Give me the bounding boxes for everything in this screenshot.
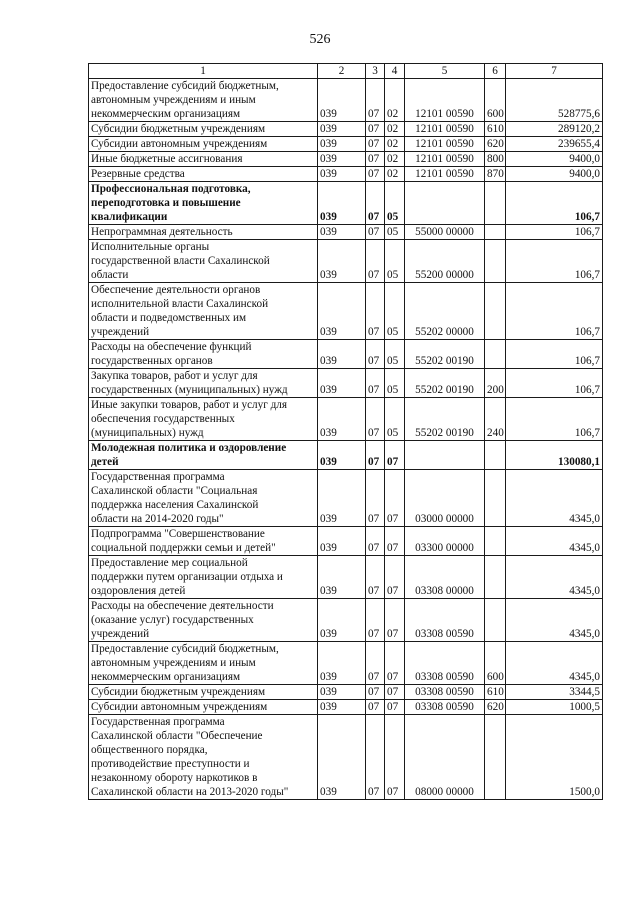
ministry-code-cell: 039 (318, 685, 366, 700)
expense-type-cell (485, 715, 506, 800)
table-row (89, 283, 603, 340)
amount-cell: 4345,0 (506, 556, 603, 599)
target-article-cell: 12101 00590 (405, 137, 485, 152)
table-row (89, 599, 603, 642)
amount-cell: 106,7 (506, 369, 603, 398)
item-name-cell: Предоставление субсидий бюджетным, автономным учреждениям и иным некоммерческим организациям (89, 642, 318, 685)
expense-type-cell: 620 (485, 700, 506, 715)
amount-cell: 1500,0 (506, 715, 603, 800)
expense-type-cell: 600 (485, 79, 506, 122)
target-article-cell: 08000 00000 (405, 715, 485, 800)
expense-type-cell: 240 (485, 398, 506, 441)
target-article-cell: 55202 00190 (405, 340, 485, 369)
amount-cell: 289120,2 (506, 122, 603, 137)
amount-cell: 239655,4 (506, 137, 603, 152)
item-name-cell: Подпрограмма "Совершенствование социальной поддержки семьи и детей" (89, 527, 318, 556)
amount-cell: 4345,0 (506, 599, 603, 642)
subsection-code-cell: 05 (385, 225, 405, 240)
item-name-cell: Профессиональная подготовка, переподготовка и повышение квалификации (89, 182, 318, 225)
target-article-cell: 03308 00590 (405, 700, 485, 715)
column-number-4: 4 (385, 64, 405, 79)
ministry-code-cell: 039 (318, 240, 366, 283)
table-row (89, 340, 603, 369)
expense-type-cell (485, 441, 506, 470)
subsection-code-cell: 05 (385, 182, 405, 225)
expense-type-cell (485, 240, 506, 283)
expense-type-cell (485, 225, 506, 240)
section-code-cell: 07 (366, 369, 385, 398)
section-code-cell: 07 (366, 182, 385, 225)
expense-type-cell: 800 (485, 152, 506, 167)
subsection-code-cell: 02 (385, 122, 405, 137)
target-article-cell: 03308 00000 (405, 556, 485, 599)
item-name-cell: Государственная программа Сахалинской области "Социальная поддержка населения Сахалинской области на 2014-2020 годы" (89, 470, 318, 527)
item-name-cell: Субсидии автономным учреждениям (89, 137, 318, 152)
page-number: 526 (309, 32, 331, 47)
amount-cell: 106,7 (506, 340, 603, 369)
expense-type-cell: 600 (485, 642, 506, 685)
column-number-5: 5 (405, 64, 485, 79)
column-number-7: 7 (506, 64, 603, 79)
amount-cell: 106,7 (506, 182, 603, 225)
item-name-cell: Иные бюджетные ассигнования (89, 152, 318, 167)
target-article-cell (405, 441, 485, 470)
ministry-code-cell: 039 (318, 225, 366, 240)
section-code-cell: 07 (366, 527, 385, 556)
amount-cell: 528775,6 (506, 79, 603, 122)
ministry-code-cell: 039 (318, 599, 366, 642)
item-name-cell: Предоставление мер социальной поддержки путем организации отдыха и оздоровления детей (89, 556, 318, 599)
table-row (89, 122, 603, 137)
subsection-code-cell: 05 (385, 369, 405, 398)
target-article-cell: 55000 00000 (405, 225, 485, 240)
section-code-cell: 07 (366, 470, 385, 527)
item-name-cell: Резервные средства (89, 167, 318, 182)
table-row (89, 182, 603, 225)
ministry-code-cell: 039 (318, 79, 366, 122)
section-code-cell: 07 (366, 599, 385, 642)
item-name-cell: Исполнительные органы государственной власти Сахалинской области (89, 240, 318, 283)
table-row (89, 240, 603, 283)
expense-type-cell: 610 (485, 685, 506, 700)
amount-cell: 130080,1 (506, 441, 603, 470)
ministry-code-cell: 039 (318, 470, 366, 527)
table-header (89, 64, 603, 79)
item-name-cell: Молодежная политика и оздоровление детей (89, 441, 318, 470)
expense-type-cell (485, 556, 506, 599)
subsection-code-cell: 02 (385, 137, 405, 152)
section-code-cell: 07 (366, 700, 385, 715)
subsection-code-cell: 02 (385, 152, 405, 167)
table-row (89, 167, 603, 182)
table-row (89, 700, 603, 715)
table-row (89, 441, 603, 470)
expense-type-cell: 870 (485, 167, 506, 182)
section-code-cell: 07 (366, 441, 385, 470)
section-code-cell: 07 (366, 167, 385, 182)
amount-cell: 4345,0 (506, 642, 603, 685)
column-number-2: 2 (318, 64, 366, 79)
item-name-cell: Обеспечение деятельности органов исполнительной власти Сахалинской области и подведомственных им учреждений (89, 283, 318, 340)
amount-cell: 1000,5 (506, 700, 603, 715)
section-code-cell: 07 (366, 685, 385, 700)
section-code-cell: 07 (366, 137, 385, 152)
column-number-1: 1 (89, 64, 318, 79)
item-name-cell: Непрограммная деятельность (89, 225, 318, 240)
subsection-code-cell: 07 (385, 599, 405, 642)
ministry-code-cell: 039 (318, 527, 366, 556)
section-code-cell: 07 (366, 642, 385, 685)
target-article-cell: 12101 00590 (405, 122, 485, 137)
table-row (89, 225, 603, 240)
ministry-code-cell: 039 (318, 642, 366, 685)
item-name-cell: Государственная программа Сахалинской области "Обеспечение общественного порядка, противодействие преступности и незаконному обороту наркотиков в Сахалинской области на 2013-2020 годы" (89, 715, 318, 800)
subsection-code-cell: 07 (385, 527, 405, 556)
item-name-cell: Расходы на обеспечение функций государственных органов (89, 340, 318, 369)
subsection-code-cell: 07 (385, 441, 405, 470)
table-row (89, 642, 603, 685)
target-article-cell: 55202 00190 (405, 398, 485, 441)
subsection-code-cell: 05 (385, 240, 405, 283)
item-name-cell: Иные закупки товаров, работ и услуг для обеспечения государственных (муниципальных) нужд (89, 398, 318, 441)
amount-cell: 106,7 (506, 225, 603, 240)
ministry-code-cell: 039 (318, 398, 366, 441)
amount-cell: 9400,0 (506, 152, 603, 167)
table-row (89, 369, 603, 398)
subsection-code-cell: 02 (385, 167, 405, 182)
expense-type-cell (485, 182, 506, 225)
column-number-row (89, 64, 603, 79)
item-name-cell: Субсидии бюджетным учреждениям (89, 122, 318, 137)
expense-type-cell: 610 (485, 122, 506, 137)
expense-type-cell (485, 599, 506, 642)
target-article-cell: 03308 00590 (405, 685, 485, 700)
expense-type-cell (485, 527, 506, 556)
target-article-cell: 12101 00590 (405, 79, 485, 122)
subsection-code-cell: 05 (385, 283, 405, 340)
section-code-cell: 07 (366, 225, 385, 240)
section-code-cell: 07 (366, 340, 385, 369)
section-code-cell: 07 (366, 240, 385, 283)
ministry-code-cell: 039 (318, 137, 366, 152)
ministry-code-cell: 039 (318, 700, 366, 715)
subsection-code-cell: 05 (385, 398, 405, 441)
amount-cell: 106,7 (506, 240, 603, 283)
target-article-cell: 55202 00000 (405, 283, 485, 340)
column-number-3: 3 (366, 64, 385, 79)
section-code-cell: 07 (366, 556, 385, 599)
subsection-code-cell: 07 (385, 470, 405, 527)
target-article-cell: 03308 00590 (405, 599, 485, 642)
subsection-code-cell: 07 (385, 700, 405, 715)
subsection-code-cell: 02 (385, 79, 405, 122)
ministry-code-cell: 039 (318, 369, 366, 398)
table-row (89, 556, 603, 599)
section-code-cell: 07 (366, 715, 385, 800)
section-code-cell: 07 (366, 79, 385, 122)
section-code-cell: 07 (366, 283, 385, 340)
item-name-cell: Расходы на обеспечение деятельности (оказание услуг) государственных учреждений (89, 599, 318, 642)
expense-type-cell (485, 340, 506, 369)
table-row (89, 685, 603, 700)
table-body (89, 79, 603, 800)
amount-cell: 3344,5 (506, 685, 603, 700)
ministry-code-cell: 039 (318, 182, 366, 225)
subsection-code-cell: 07 (385, 556, 405, 599)
amount-cell: 4345,0 (506, 527, 603, 556)
ministry-code-cell: 039 (318, 283, 366, 340)
expense-type-cell: 620 (485, 137, 506, 152)
amount-cell: 4345,0 (506, 470, 603, 527)
budget-table (88, 63, 603, 800)
item-name-cell: Предоставление субсидий бюджетным, автономным учреждениям и иным некоммерческим организациям (89, 79, 318, 122)
target-article-cell: 55200 00000 (405, 240, 485, 283)
target-article-cell: 03308 00590 (405, 642, 485, 685)
subsection-code-cell: 07 (385, 715, 405, 800)
item-name-cell: Закупка товаров, работ и услуг для государственных (муниципальных) нужд (89, 369, 318, 398)
section-code-cell: 07 (366, 122, 385, 137)
amount-cell: 106,7 (506, 283, 603, 340)
table-row (89, 470, 603, 527)
target-article-cell: 03000 00000 (405, 470, 485, 527)
item-name-cell: Субсидии бюджетным учреждениям (89, 685, 318, 700)
expense-type-cell (485, 283, 506, 340)
section-code-cell: 07 (366, 398, 385, 441)
amount-cell: 9400,0 (506, 167, 603, 182)
ministry-code-cell: 039 (318, 441, 366, 470)
table-row (89, 398, 603, 441)
table-row (89, 152, 603, 167)
expense-type-cell: 200 (485, 369, 506, 398)
ministry-code-cell: 039 (318, 340, 366, 369)
table-row (89, 527, 603, 556)
subsection-code-cell: 07 (385, 685, 405, 700)
column-number-6: 6 (485, 64, 506, 79)
amount-cell: 106,7 (506, 398, 603, 441)
table-row (89, 137, 603, 152)
ministry-code-cell: 039 (318, 556, 366, 599)
ministry-code-cell: 039 (318, 122, 366, 137)
expense-type-cell (485, 470, 506, 527)
item-name-cell: Субсидии автономным учреждениям (89, 700, 318, 715)
table-row (89, 79, 603, 122)
subsection-code-cell: 05 (385, 340, 405, 369)
target-article-cell: 12101 00590 (405, 152, 485, 167)
section-code-cell: 07 (366, 152, 385, 167)
target-article-cell: 55202 00190 (405, 369, 485, 398)
table-row (89, 715, 603, 800)
ministry-code-cell: 039 (318, 152, 366, 167)
ministry-code-cell: 039 (318, 167, 366, 182)
subsection-code-cell: 07 (385, 642, 405, 685)
ministry-code-cell: 039 (318, 715, 366, 800)
target-article-cell: 12101 00590 (405, 167, 485, 182)
target-article-cell: 03300 00000 (405, 527, 485, 556)
target-article-cell (405, 182, 485, 225)
